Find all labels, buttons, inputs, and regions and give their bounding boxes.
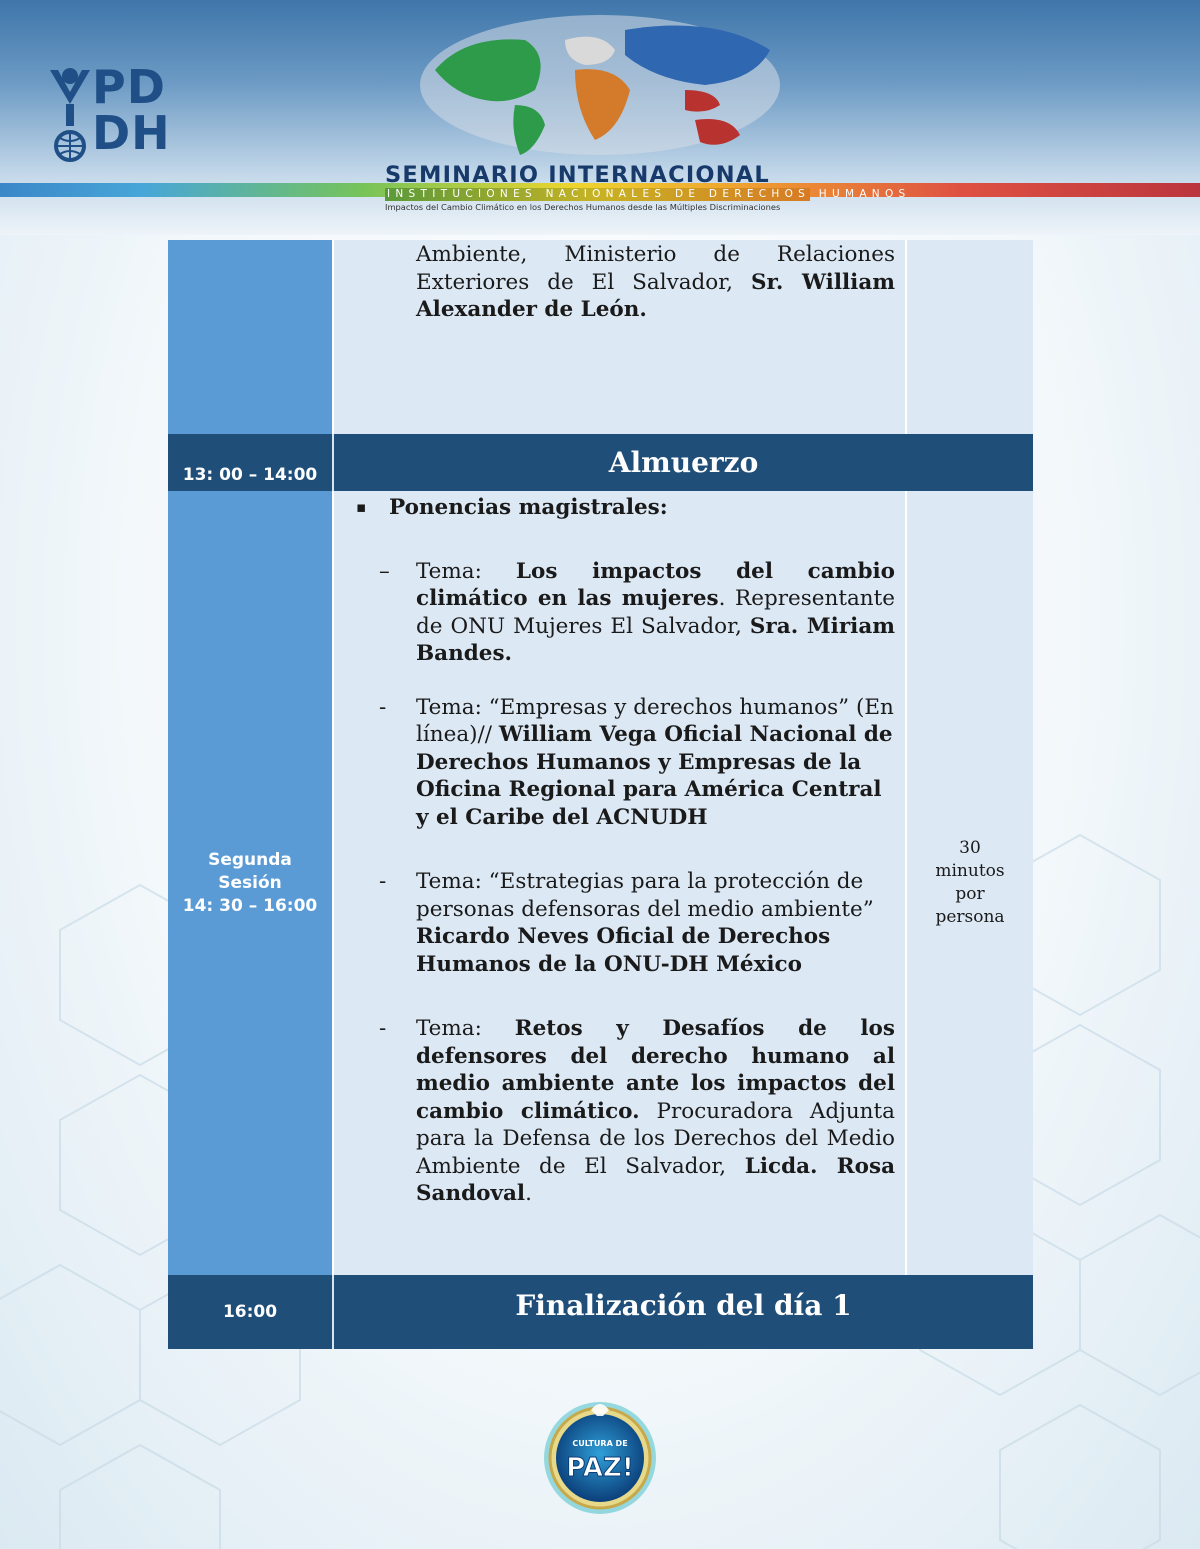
dash-icon: - bbox=[379, 1016, 387, 1041]
person-figure-icon bbox=[48, 64, 96, 164]
end-time: 16:00 bbox=[168, 1275, 334, 1349]
agenda-row-session-2 bbox=[168, 491, 1033, 1275]
continued-line-2: Exteriores de El Salvador, Sr. William bbox=[416, 269, 895, 295]
world-map-icon bbox=[415, 10, 785, 160]
seminar-title: SEMINARIO INTERNACIONAL bbox=[385, 162, 770, 188]
seminar-title-block bbox=[385, 162, 911, 214]
badge-main-text: PAZ! bbox=[566, 1453, 634, 1483]
pddh-logo bbox=[48, 60, 171, 164]
session-content-cell bbox=[334, 491, 907, 1275]
end-title-cell bbox=[334, 1275, 1033, 1349]
dash-icon: - bbox=[379, 694, 387, 720]
continued-line-1: Ambiente, Ministerio de Relaciones bbox=[416, 242, 895, 267]
agenda-row-lunch bbox=[168, 434, 1033, 491]
continued-line-3: Alexander de León. bbox=[416, 297, 647, 322]
talk-item-1: – Tema: Los impactos del cambio climático en las mujeres. Representante de ONU Mujeres El Salvador, Sra. Miriam Bandes. bbox=[379, 558, 895, 666]
seminar-band-text: INSTITUCIONES NACIONALES DE DERECHOS HUMANOS bbox=[387, 188, 911, 200]
session-duration-cell bbox=[907, 491, 1033, 1275]
bullet-heading: ▪ Ponencias magistrales: bbox=[356, 495, 668, 520]
page-header bbox=[0, 0, 1200, 235]
logo-letters: PD DH bbox=[92, 60, 171, 160]
duration-cell bbox=[907, 240, 1033, 434]
agenda-row-end bbox=[168, 1275, 1033, 1349]
agenda-row-continued bbox=[168, 240, 1033, 434]
session-time-cell bbox=[168, 491, 334, 1275]
dash-icon: - bbox=[379, 869, 387, 894]
badge-top-text: CULTURA DE bbox=[572, 1439, 628, 1448]
lunch-title-cell bbox=[334, 434, 1033, 491]
agenda-table bbox=[168, 240, 1033, 1349]
content-cell bbox=[334, 240, 907, 434]
dash-icon: – bbox=[379, 558, 390, 584]
talk-item-3: - Tema: “Estrategias para la protección de personas defensoras del medio ambiente” Ricardo Neves Oficial de Derechos Humanos de la ONU-DH México bbox=[379, 869, 874, 977]
end-title: Finalización del día 1 bbox=[515, 1289, 852, 1322]
time-cell bbox=[168, 240, 334, 434]
talk-item-4: - Tema: Retos y Desafíos de los defensores del derecho humano al medio ambiente ante los impactos del cambio climático. Procuradora Adjunta para la Defensa de los Derechos del Medio Ambiente de El Salvador, Licda. Rosa Sandoval. bbox=[379, 1016, 895, 1206]
duration-text: 30 minutos por persona bbox=[935, 838, 1005, 927]
lunch-title: Almuerzo bbox=[608, 446, 759, 479]
square-bullet-icon: ▪ bbox=[356, 498, 367, 516]
seminar-subtitle: Impactos del Cambio Climático en los Derechos Humanos desde las Múltiples Discriminaciones bbox=[385, 202, 781, 212]
session-label: Segunda Sesión 14: 30 – 16:00 bbox=[182, 849, 318, 916]
talk-item-2: - Tema: “Empresas y derechos humanos” (En línea)// William Vega Oficial Nacional de Derechos Humanos y Empresas de la Oficina Regional para América Central y el Caribe del ACNUDH bbox=[379, 694, 894, 830]
cultura-de-paz-badge bbox=[541, 1396, 659, 1516]
lunch-time: 13: 00 – 14:00 bbox=[168, 434, 334, 491]
